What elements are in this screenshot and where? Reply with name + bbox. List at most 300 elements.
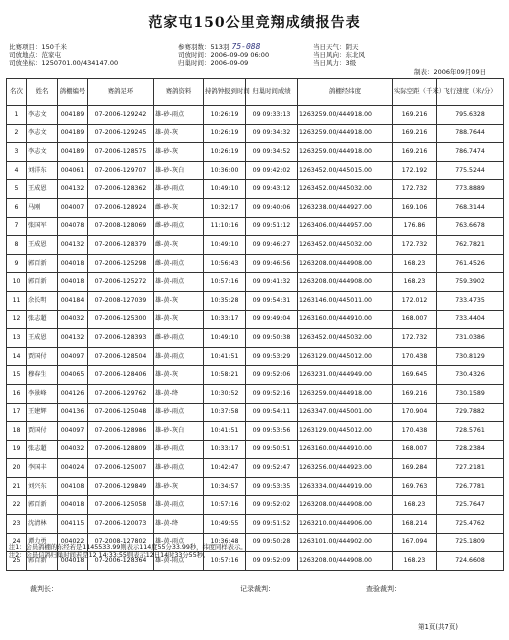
signature-record-judge: 记录裁判： xyxy=(240,585,275,593)
cell-ring-number: 07-2006-128393 xyxy=(88,329,154,348)
cell-arrival-time: 09 09:53:29 xyxy=(246,347,298,366)
cell-arrival-time: 09 09:50:38 xyxy=(246,329,298,348)
cell-ring-number: 07-2006-125300 xyxy=(88,310,154,329)
cell-rank: 5 xyxy=(7,180,27,199)
column-header: 实际空距（千米） xyxy=(393,79,437,106)
cell-loft-id: 004024 xyxy=(58,459,88,478)
cell-arrival-time: 09 09:34:52 xyxy=(246,143,298,162)
cell-speed: 730.4326 xyxy=(437,366,504,385)
cell-distance: 169.106 xyxy=(393,198,437,217)
cell-coordinates: 1263452.00/445032.00 xyxy=(298,329,393,348)
cell-name: 王成恩 xyxy=(27,236,58,255)
meta-item: 司放坐标：1250701.00/434147.00 xyxy=(9,59,119,67)
cell-name: 贾国付 xyxy=(27,422,58,441)
cell-ring-number: 07-2006-128406 xyxy=(88,366,154,385)
cell-clock-time: 10:36:00 xyxy=(204,161,246,180)
cell-speed: 725.7647 xyxy=(437,496,504,515)
cell-bird-info: 雄-砂-雨点 xyxy=(154,440,204,459)
meta-right xyxy=(313,43,365,67)
cell-rank: 2 xyxy=(7,124,27,143)
cell-coordinates: 1263208.00/444908.00 xyxy=(298,496,393,515)
cell-speed: 733.4735 xyxy=(437,291,504,310)
table-row xyxy=(7,217,504,236)
cell-distance: 170.904 xyxy=(393,403,437,422)
cell-loft-id: 004115 xyxy=(58,515,88,534)
cell-name: 穆春生 xyxy=(27,366,58,385)
meta-item: 司放地点：范家屯 xyxy=(9,51,61,59)
meta-item: 当日天气：阴天 xyxy=(313,43,359,51)
table-row xyxy=(7,440,504,459)
cell-ring-number: 07-2006-128924 xyxy=(88,198,154,217)
cell-bird-info: 雄-黄-雨点 xyxy=(154,552,204,571)
table-row xyxy=(7,515,504,534)
cell-distance: 176.86 xyxy=(393,217,437,236)
column-header: 飞行速度（米/分） xyxy=(437,79,504,106)
cell-distance: 169.216 xyxy=(393,384,437,403)
cell-bird-info: 雄-黄-灰 xyxy=(154,124,204,143)
table-row xyxy=(7,198,504,217)
cell-bird-info: 雄-黄-雨点 xyxy=(154,533,204,552)
cell-arrival-time: 09 09:49:04 xyxy=(246,310,298,329)
cell-coordinates: 1263129.00/445012.00 xyxy=(298,422,393,441)
cell-arrival-time: 09 09:50:51 xyxy=(246,440,298,459)
cell-distance: 168.214 xyxy=(393,515,437,534)
cell-name: 李志文 xyxy=(27,106,58,125)
cell-ring-number: 07-2008-128069 xyxy=(88,217,154,236)
cell-rank: 11 xyxy=(7,291,27,310)
cell-distance: 167.094 xyxy=(393,533,437,552)
table-header-row xyxy=(7,79,504,106)
cell-bird-info: 雄-黄-灰 xyxy=(154,366,204,385)
cell-distance: 169.216 xyxy=(393,124,437,143)
cell-coordinates: 1263208.00/444908.00 xyxy=(298,254,393,273)
cell-bird-info: 雄-砂-灰白 xyxy=(154,161,204,180)
cell-loft-id: 004032 xyxy=(58,440,88,459)
cell-speed: 775.5244 xyxy=(437,161,504,180)
meta-item: 当日风力：3级 xyxy=(313,59,357,67)
cell-loft-id: 004018 xyxy=(58,496,88,515)
cell-speed: 728.2384 xyxy=(437,440,504,459)
cell-name: 郭百新 xyxy=(27,552,58,571)
cell-clock-time: 10:57:16 xyxy=(204,273,246,292)
cell-loft-id: 004189 xyxy=(58,143,88,162)
cell-arrival-time: 09 09:52:06 xyxy=(246,366,298,385)
cell-rank: 15 xyxy=(7,366,27,385)
cell-speed: 768.3144 xyxy=(437,198,504,217)
cell-distance: 172.192 xyxy=(393,161,437,180)
cell-name: 沈清林 xyxy=(27,515,58,534)
cell-clock-time: 10:42:47 xyxy=(204,459,246,478)
cell-rank: 25 xyxy=(7,552,27,571)
signature-check-judge: 查验裁判： xyxy=(366,585,401,593)
cell-speed: 795.6328 xyxy=(437,106,504,125)
cell-speed: 724.6608 xyxy=(437,552,504,571)
cell-ring-number: 07-2006-125048 xyxy=(88,403,154,422)
cell-ring-number: 07-2006-128379 xyxy=(88,236,154,255)
cell-rank: 8 xyxy=(7,236,27,255)
cell-clock-time: 10:33:17 xyxy=(204,440,246,459)
table-row xyxy=(7,143,504,162)
cell-rank: 21 xyxy=(7,477,27,496)
table-row xyxy=(7,422,504,441)
page-indicator: 第1页(共7页) xyxy=(418,623,458,631)
cell-coordinates: 1263231.00/444949.00 xyxy=(298,366,393,385)
cell-clock-time: 10:32:17 xyxy=(204,198,246,217)
cell-distance: 169.284 xyxy=(393,459,437,478)
cell-rank: 7 xyxy=(7,217,27,236)
cell-clock-time: 11:10:16 xyxy=(204,217,246,236)
signature-chief-judge: 裁判长： xyxy=(30,585,58,593)
cell-coordinates: 1263259.00/444918.00 xyxy=(298,143,393,162)
cell-arrival-time: 09 09:43:12 xyxy=(246,180,298,199)
cell-coordinates: 1263406.00/444957.00 xyxy=(298,217,393,236)
cell-bird-info: 雄-砂-雨点 xyxy=(154,403,204,422)
cell-clock-time: 10:41:51 xyxy=(204,422,246,441)
table-row xyxy=(7,384,504,403)
cell-speed: 761.4526 xyxy=(437,254,504,273)
table-row xyxy=(7,366,504,385)
cell-clock-time: 10:36:48 xyxy=(204,533,246,552)
cell-name: 李志文 xyxy=(27,143,58,162)
column-header: 赛鸽资料 xyxy=(154,79,204,106)
cell-name: 李景峰 xyxy=(27,384,58,403)
cell-name: 郭百新 xyxy=(27,254,58,273)
cell-bird-info: 雄-砂-灰 xyxy=(154,477,204,496)
cell-speed: 786.7474 xyxy=(437,143,504,162)
cell-arrival-time: 09 09:54:31 xyxy=(246,291,298,310)
cell-name: 张志超 xyxy=(27,310,58,329)
cell-loft-id: 004097 xyxy=(58,347,88,366)
cell-rank: 18 xyxy=(7,422,27,441)
table-row xyxy=(7,329,504,348)
cell-arrival-time: 09 09:52:16 xyxy=(246,384,298,403)
cell-loft-id: 004022 xyxy=(58,533,88,552)
cell-rank: 14 xyxy=(7,347,27,366)
cell-distance: 169.645 xyxy=(393,366,437,385)
cell-distance: 170.438 xyxy=(393,422,437,441)
cell-speed: 731.0386 xyxy=(437,329,504,348)
cell-bird-info: 雄-砂-雨点 xyxy=(154,106,204,125)
cell-coordinates: 1263259.00/444918.00 xyxy=(298,124,393,143)
handwritten-note: 75-088 xyxy=(231,42,261,51)
cell-arrival-time: 09 09:52:47 xyxy=(246,459,298,478)
cell-loft-id: 004184 xyxy=(58,291,88,310)
cell-distance: 170.438 xyxy=(393,347,437,366)
cell-clock-time: 10:57:16 xyxy=(204,496,246,515)
cell-rank: 19 xyxy=(7,440,27,459)
cell-clock-time: 10:37:58 xyxy=(204,403,246,422)
cell-ring-number: 07-2008-127039 xyxy=(88,291,154,310)
cell-coordinates: 1263160.00/444910.00 xyxy=(298,440,393,459)
cell-ring-number: 07-2006-129245 xyxy=(88,124,154,143)
table-row xyxy=(7,236,504,255)
cell-arrival-time: 09 09:54:11 xyxy=(246,403,298,422)
cell-ring-number: 07-2006-128504 xyxy=(88,347,154,366)
cell-clock-time: 10:26:19 xyxy=(204,124,246,143)
cell-speed: 725.1809 xyxy=(437,533,504,552)
cell-bird-info: 雌-黄-雨点 xyxy=(154,254,204,273)
cell-clock-time: 10:57:16 xyxy=(204,552,246,571)
cell-coordinates: 1263208.00/444908.00 xyxy=(298,552,393,571)
cell-clock-time: 10:49:55 xyxy=(204,515,246,534)
table-row xyxy=(7,310,504,329)
cell-distance: 169.216 xyxy=(393,143,437,162)
cell-clock-time: 10:41:51 xyxy=(204,347,246,366)
meta-item xyxy=(178,43,269,51)
cell-arrival-time: 09 09:50:28 xyxy=(246,533,298,552)
cell-distance: 168.23 xyxy=(393,273,437,292)
cell-name: 贾国付 xyxy=(27,347,58,366)
cell-ring-number: 07-2008-127802 xyxy=(88,533,154,552)
table-row xyxy=(7,291,504,310)
meta-count: 513羽 xyxy=(210,43,230,51)
cell-name: 余长明 xyxy=(27,291,58,310)
cell-loft-id: 004132 xyxy=(58,180,88,199)
cell-ring-number: 07-2006-120073 xyxy=(88,515,154,534)
cell-bird-info: 雌-黄-灰 xyxy=(154,236,204,255)
cell-distance: 172.732 xyxy=(393,329,437,348)
cell-bird-info: 雄-黄-灰 xyxy=(154,310,204,329)
cell-clock-time: 10:26:19 xyxy=(204,106,246,125)
cell-loft-id: 004032 xyxy=(58,310,88,329)
meta-mid xyxy=(178,43,269,67)
cell-ring-number: 07-2006-129849 xyxy=(88,477,154,496)
cell-bird-info: 雄-黄-雨点 xyxy=(154,496,204,515)
footnote: 注2：会员信鸽归巢时间若是12 14:33:55则表示12日14时33分55秒。 xyxy=(9,552,210,559)
cell-speed: 726.7781 xyxy=(437,477,504,496)
cell-coordinates: 1263101.00/444902.00 xyxy=(298,533,393,552)
cell-bird-info: 雄-砂-灰 xyxy=(154,143,204,162)
cell-arrival-time: 09 09:41:32 xyxy=(246,273,298,292)
cell-name: 王成恩 xyxy=(27,180,58,199)
cell-arrival-time: 09 09:42:02 xyxy=(246,161,298,180)
cell-coordinates: 1263259.00/444918.00 xyxy=(298,384,393,403)
column-header: 鸽棚经纬度 xyxy=(298,79,393,106)
cell-rank: 12 xyxy=(7,310,27,329)
cell-loft-id: 004126 xyxy=(58,384,88,403)
cell-rank: 9 xyxy=(7,254,27,273)
cell-clock-time: 10:33:17 xyxy=(204,310,246,329)
table-body xyxy=(7,106,504,571)
cell-coordinates: 1263146.00/445011.00 xyxy=(298,291,393,310)
cell-arrival-time: 09 09:51:52 xyxy=(246,515,298,534)
cell-speed: 727.2181 xyxy=(437,459,504,478)
cell-speed: 763.6678 xyxy=(437,217,504,236)
cell-loft-id: 004078 xyxy=(58,217,88,236)
meta-item: 归巢时间：2006-09-09 xyxy=(178,59,249,67)
cell-bird-info: 雌-砂-雨点 xyxy=(154,217,204,236)
table-row xyxy=(7,254,504,273)
cell-rank: 13 xyxy=(7,329,27,348)
meta-left xyxy=(9,43,118,67)
cell-rank: 20 xyxy=(7,459,27,478)
cell-ring-number: 07-2006-128575 xyxy=(88,143,154,162)
cell-arrival-time: 09 09:34:32 xyxy=(246,124,298,143)
table-row xyxy=(7,496,504,515)
cell-speed: 759.3902 xyxy=(437,273,504,292)
cell-rank: 17 xyxy=(7,403,27,422)
cell-arrival-time: 09 09:53:35 xyxy=(246,477,298,496)
cell-speed: 773.8889 xyxy=(437,180,504,199)
table-row xyxy=(7,273,504,292)
cell-ring-number: 07-2006-129762 xyxy=(88,384,154,403)
cell-speed: 725.4762 xyxy=(437,515,504,534)
cell-rank: 1 xyxy=(7,106,27,125)
cell-coordinates: 1263129.00/445012.00 xyxy=(298,347,393,366)
cell-arrival-time: 09 09:46:27 xyxy=(246,236,298,255)
cell-ring-number: 07-2006-125058 xyxy=(88,496,154,515)
cell-loft-id: 004097 xyxy=(58,422,88,441)
cell-rank: 6 xyxy=(7,198,27,217)
cell-ring-number: 07-2006-125272 xyxy=(88,273,154,292)
cell-distance: 168.23 xyxy=(393,254,437,273)
table-row xyxy=(7,161,504,180)
cell-ring-number: 07-2006-128809 xyxy=(88,440,154,459)
table-row xyxy=(7,124,504,143)
cell-name: 李志文 xyxy=(27,124,58,143)
cell-coordinates: 1263238.00/444927.00 xyxy=(298,198,393,217)
cell-bird-info: 雄-黄-雨点 xyxy=(154,273,204,292)
cell-distance: 168.23 xyxy=(393,496,437,515)
cell-distance: 172.012 xyxy=(393,291,437,310)
print-date: 制表：2006年09月09日 xyxy=(414,68,487,76)
cell-loft-id: 004132 xyxy=(58,329,88,348)
cell-arrival-time: 09 09:40:06 xyxy=(246,198,298,217)
cell-loft-id: 004108 xyxy=(58,477,88,496)
cell-ring-number: 07-2006-129707 xyxy=(88,161,154,180)
cell-coordinates: 1263347.00/445001.00 xyxy=(298,403,393,422)
meta-label: 参赛羽数： xyxy=(178,43,211,51)
cell-loft-id: 004132 xyxy=(58,236,88,255)
footnotes xyxy=(9,544,247,560)
cell-ring-number: 07-2006-129242 xyxy=(88,106,154,125)
cell-arrival-time: 09 09:53:56 xyxy=(246,422,298,441)
cell-coordinates: 1263452.00/445032.00 xyxy=(298,180,393,199)
cell-bird-info: 雌-砂-雨点 xyxy=(154,329,204,348)
cell-clock-time: 10:49:10 xyxy=(204,180,246,199)
cell-distance: 172.732 xyxy=(393,180,437,199)
cell-bird-info: 雄-砂-雨点 xyxy=(154,180,204,199)
cell-speed: 762.7821 xyxy=(437,236,504,255)
cell-coordinates: 1263259.00/444918.00 xyxy=(298,106,393,125)
cell-speed: 733.4404 xyxy=(437,310,504,329)
cell-coordinates: 1263452.00/445015.00 xyxy=(298,161,393,180)
cell-name: 郭百新 xyxy=(27,496,58,515)
cell-rank: 24 xyxy=(7,533,27,552)
cell-ring-number: 07-2006-128364 xyxy=(88,552,154,571)
cell-distance: 172.732 xyxy=(393,236,437,255)
cell-name: 李国丰 xyxy=(27,459,58,478)
cell-name: 张志超 xyxy=(27,440,58,459)
table-row xyxy=(7,477,504,496)
cell-rank: 23 xyxy=(7,515,27,534)
cell-bird-info: 雄-砂-雨点 xyxy=(154,459,204,478)
cell-clock-time: 10:30:52 xyxy=(204,384,246,403)
meta-item: 当日风向：东北风 xyxy=(313,51,365,59)
cell-loft-id: 004018 xyxy=(58,254,88,273)
column-header: 名次 xyxy=(7,79,27,106)
cell-rank: 3 xyxy=(7,143,27,162)
column-header: 持鸽钟报到时间 xyxy=(204,79,246,106)
cell-coordinates: 1263452.00/445032.00 xyxy=(298,236,393,255)
cell-rank: 4 xyxy=(7,161,27,180)
table-row xyxy=(7,459,504,478)
cell-loft-id: 004018 xyxy=(58,552,88,571)
cell-name: 郭百新 xyxy=(27,273,58,292)
meta-item: 比赛项目：150千米 xyxy=(9,43,67,51)
cell-distance: 169.763 xyxy=(393,477,437,496)
cell-coordinates: 1263334.00/444919.00 xyxy=(298,477,393,496)
cell-ring-number: 07-2006-128362 xyxy=(88,180,154,199)
cell-coordinates: 1263208.00/444908.00 xyxy=(298,273,393,292)
column-header: 赛鸽足环 xyxy=(88,79,154,106)
cell-ring-number: 07-2006-125007 xyxy=(88,459,154,478)
cell-name: 刘兴东 xyxy=(27,477,58,496)
cell-speed: 788.7644 xyxy=(437,124,504,143)
cell-bird-info: 雄-黄-雨点 xyxy=(154,347,204,366)
cell-speed: 728.5761 xyxy=(437,422,504,441)
cell-name: 谭力勇 xyxy=(27,533,58,552)
cell-ring-number: 07-2006-128986 xyxy=(88,422,154,441)
column-header: 姓名 xyxy=(27,79,58,106)
cell-clock-time: 10:49:10 xyxy=(204,236,246,255)
cell-loft-id: 004189 xyxy=(58,106,88,125)
cell-name: 王建辉 xyxy=(27,403,58,422)
cell-clock-time: 10:34:57 xyxy=(204,477,246,496)
meta-item: 司放时间：2006-09-09 06:00 xyxy=(178,51,270,59)
cell-bird-info: 雄-黄-灰 xyxy=(154,291,204,310)
cell-clock-time: 10:26:19 xyxy=(204,143,246,162)
cell-speed: 729.7882 xyxy=(437,403,504,422)
results-table xyxy=(6,78,504,571)
cell-name: 王成恩 xyxy=(27,329,58,348)
cell-clock-time: 10:56:43 xyxy=(204,254,246,273)
cell-loft-id: 004007 xyxy=(58,198,88,217)
cell-arrival-time: 09 09:33:13 xyxy=(246,106,298,125)
cell-clock-time: 10:58:21 xyxy=(204,366,246,385)
cell-loft-id: 004061 xyxy=(58,161,88,180)
cell-clock-time: 10:35:28 xyxy=(204,291,246,310)
cell-coordinates: 1263160.00/444910.00 xyxy=(298,310,393,329)
cell-loft-id: 004065 xyxy=(58,366,88,385)
table-row xyxy=(7,347,504,366)
cell-rank: 16 xyxy=(7,384,27,403)
cell-name: 马刚 xyxy=(27,198,58,217)
cell-name: 刘洋东 xyxy=(27,161,58,180)
cell-name: 张国军 xyxy=(27,217,58,236)
cell-rank: 22 xyxy=(7,496,27,515)
cell-loft-id: 004018 xyxy=(58,273,88,292)
cell-speed: 730.8129 xyxy=(437,347,504,366)
cell-bird-info: 雄-黄-绛 xyxy=(154,515,204,534)
cell-arrival-time: 09 09:52:09 xyxy=(246,552,298,571)
table-row xyxy=(7,106,504,125)
cell-arrival-time: 09 09:51:12 xyxy=(246,217,298,236)
column-header: 鸽棚编号 xyxy=(58,79,88,106)
column-header: 归巢时间成绩 xyxy=(246,79,298,106)
cell-rank: 10 xyxy=(7,273,27,292)
cell-clock-time: 10:49:10 xyxy=(204,329,246,348)
cell-distance: 169.216 xyxy=(393,106,437,125)
footnote: 注1：会员鸽棚的东经若是1145533.99则表示114度55分33.99秒，纬度同样表示。 xyxy=(9,544,247,551)
cell-distance: 168.23 xyxy=(393,552,437,571)
cell-bird-info: 雌-砂-灰 xyxy=(154,198,204,217)
cell-speed: 730.1589 xyxy=(437,384,504,403)
report-title: 范家屯150公里竞翔成绩报告表 xyxy=(148,15,361,31)
cell-distance: 168.007 xyxy=(393,440,437,459)
cell-loft-id: 004189 xyxy=(58,124,88,143)
table-row xyxy=(7,403,504,422)
